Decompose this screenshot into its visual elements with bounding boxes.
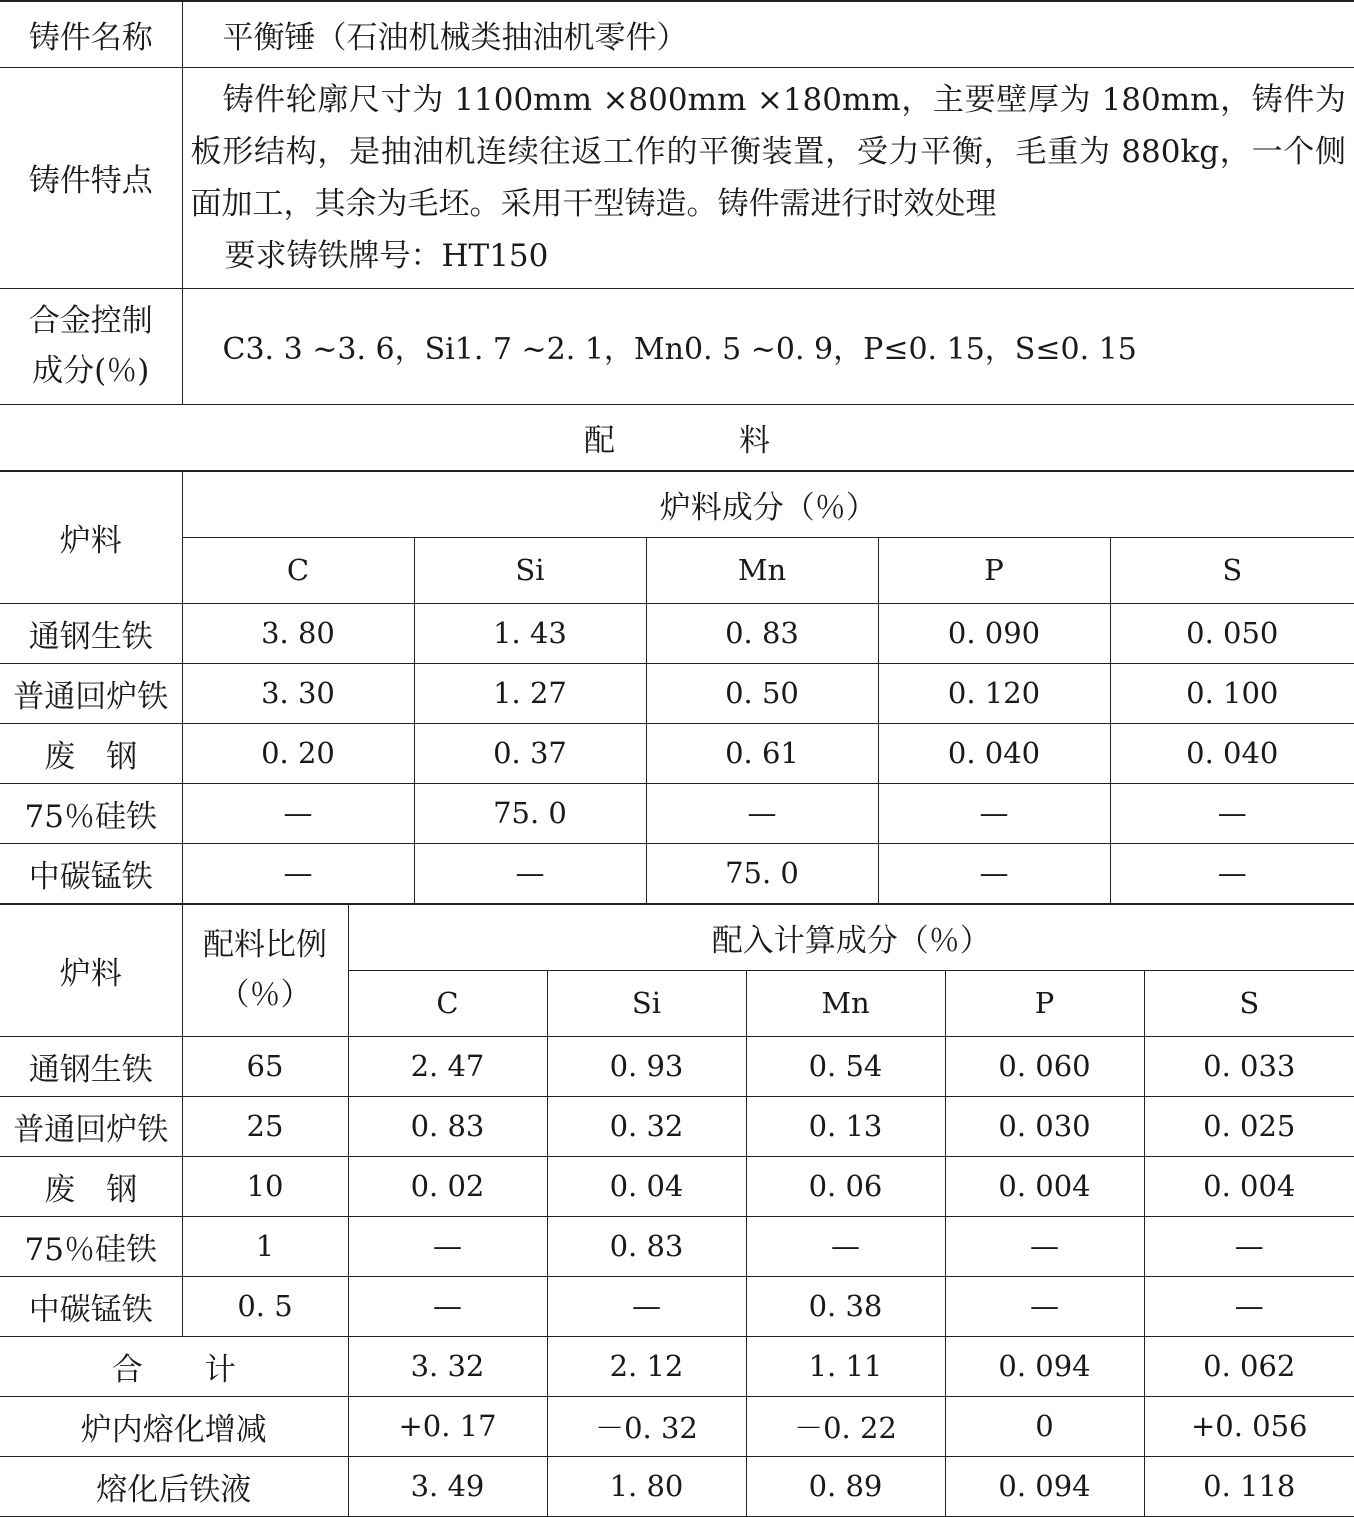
charge-header-row xyxy=(0,471,1354,537)
calc-material-name: 普通回炉铁 xyxy=(0,1096,182,1156)
charge-value: 0. 61 xyxy=(646,723,878,783)
calc-value: 0. 93 xyxy=(547,1036,746,1096)
summary-row xyxy=(0,1396,1354,1456)
calc-value: 0. 004 xyxy=(1144,1156,1354,1216)
table-row xyxy=(0,1096,1354,1156)
calc-value: 0. 04 xyxy=(547,1156,746,1216)
charge-value: — xyxy=(878,843,1110,903)
table-row xyxy=(0,603,1354,663)
table-row xyxy=(0,783,1354,843)
charge-value: — xyxy=(1110,843,1354,903)
section-title: 配 料 xyxy=(0,404,1354,470)
charge-body xyxy=(0,603,1354,903)
summary-value: 0. 094 xyxy=(945,1456,1144,1516)
charge-composition-table xyxy=(0,471,1354,904)
charge-value: 0. 090 xyxy=(878,603,1110,663)
table-row xyxy=(0,1216,1354,1276)
calc-material-name: 75％硅铁 xyxy=(0,1216,182,1276)
charge-col-si: Si xyxy=(414,537,646,603)
summary-value: +0. 17 xyxy=(348,1396,547,1456)
casting-features-text: 铸件轮廓尺寸为 1100mm ×800mm ×180mm，主要壁厚为 180mm，铸件为板形结构，是抽油机连续往返工作的平衡装置，受力平衡，毛重为 880kg，一个侧面加工，其余为毛坯。采用干型铸造。铸件需进行时效处理 xyxy=(190,81,1346,222)
alloy-value: C3. 3 ~3. 6，Si1. 7 ~2. 1，Mn0. 5 ~0. 9，P≤0. 15，S≤0. 15 xyxy=(182,288,1354,404)
charge-value: 75. 0 xyxy=(646,843,878,903)
calc-value: 0. 13 xyxy=(746,1096,945,1156)
casting-name-label: 铸件名称 xyxy=(0,1,182,67)
casting-features-cell xyxy=(182,67,1354,288)
calc-ratio-value: 0. 5 xyxy=(182,1276,348,1336)
calc-col-mn: Mn xyxy=(746,970,945,1036)
calc-material-name: 通钢生铁 xyxy=(0,1036,182,1096)
calc-ratio-header-line-2: （％） xyxy=(218,977,312,1013)
calc-value: 0. 030 xyxy=(945,1096,1144,1156)
calc-group-header: 配入计算成分（％） xyxy=(348,904,1354,970)
calc-ratio-value: 10 xyxy=(182,1156,348,1216)
calc-value: 0. 060 xyxy=(945,1036,1144,1096)
summary-row xyxy=(0,1336,1354,1396)
calc-col-s: S xyxy=(1144,970,1354,1036)
charge-value: — xyxy=(878,783,1110,843)
charge-material-name: 75％硅铁 xyxy=(0,783,182,843)
summary-label: 熔化后铁液 xyxy=(0,1456,348,1516)
summary-value: 0. 89 xyxy=(746,1456,945,1516)
calc-col-c: C xyxy=(348,970,547,1036)
charge-value: 75. 0 xyxy=(414,783,646,843)
calc-value: — xyxy=(945,1216,1144,1276)
charge-value: 0. 20 xyxy=(182,723,414,783)
charge-value: — xyxy=(1110,783,1354,843)
table-row xyxy=(0,1156,1354,1216)
charge-col-c: C xyxy=(182,537,414,603)
charge-value: 0. 040 xyxy=(878,723,1110,783)
calc-value: 0. 02 xyxy=(348,1156,547,1216)
charge-columns-row xyxy=(0,537,1354,603)
charge-value: 1. 43 xyxy=(414,603,646,663)
charge-value: — xyxy=(646,783,878,843)
summary-value: －0. 22 xyxy=(746,1396,945,1456)
charge-value: 0. 50 xyxy=(646,663,878,723)
calc-material-name: 废 钢 xyxy=(0,1156,182,1216)
calc-value: 0. 38 xyxy=(746,1276,945,1336)
casting-name-value: 平衡锤（石油机械类抽油机零件） xyxy=(182,1,1354,67)
casting-info-table xyxy=(0,0,1354,471)
calc-value: — xyxy=(348,1276,547,1336)
summary-value: 2. 12 xyxy=(547,1336,746,1396)
charge-material-name: 通钢生铁 xyxy=(0,603,182,663)
table-row xyxy=(0,723,1354,783)
casting-features-label: 铸件特点 xyxy=(0,67,182,288)
calc-composition-table xyxy=(0,904,1354,1517)
calc-ratio-value: 65 xyxy=(182,1036,348,1096)
calc-col-p: P xyxy=(945,970,1144,1036)
alloy-row xyxy=(0,288,1354,404)
charge-group-header: 炉料成分（％） xyxy=(182,471,1354,537)
charge-value: 0. 100 xyxy=(1110,663,1354,723)
calc-ratio-header xyxy=(182,904,348,1036)
summary-value: 1. 11 xyxy=(746,1336,945,1396)
summary-value: 0. 094 xyxy=(945,1336,1144,1396)
charge-material-name: 废 钢 xyxy=(0,723,182,783)
casting-features-row xyxy=(0,67,1354,288)
summary-value: 3. 32 xyxy=(348,1336,547,1396)
charge-col-s: S xyxy=(1110,537,1354,603)
table-row xyxy=(0,843,1354,903)
table-row xyxy=(0,1276,1354,1336)
section-title-row xyxy=(0,404,1354,470)
charge-material-name: 普通回炉铁 xyxy=(0,663,182,723)
charge-value: — xyxy=(414,843,646,903)
summary-label: 合 计 xyxy=(0,1336,348,1396)
summary-row xyxy=(0,1456,1354,1516)
charge-material-name: 中碳锰铁 xyxy=(0,843,182,903)
summary-body xyxy=(0,1336,1354,1516)
summary-value: 1. 80 xyxy=(547,1456,746,1516)
summary-value: 0. 062 xyxy=(1144,1336,1354,1396)
charge-value: 0. 040 xyxy=(1110,723,1354,783)
calc-col-si: Si xyxy=(547,970,746,1036)
charge-value: 3. 30 xyxy=(182,663,414,723)
calc-value: 0. 033 xyxy=(1144,1036,1354,1096)
calc-header-row xyxy=(0,904,1354,970)
calc-ratio-value: 25 xyxy=(182,1096,348,1156)
calc-value: 2. 47 xyxy=(348,1036,547,1096)
summary-value: 3. 49 xyxy=(348,1456,547,1516)
table-row xyxy=(0,663,1354,723)
charge-value: 0. 37 xyxy=(414,723,646,783)
alloy-label-line-1: 合金控制 xyxy=(28,303,153,339)
calc-value: 0. 06 xyxy=(746,1156,945,1216)
summary-value: 0. 118 xyxy=(1144,1456,1354,1516)
charge-row-header: 炉料 xyxy=(0,471,182,603)
calc-value: — xyxy=(746,1216,945,1276)
charge-value: — xyxy=(182,783,414,843)
calc-value: 0. 32 xyxy=(547,1096,746,1156)
charge-col-mn: Mn xyxy=(646,537,878,603)
calc-value: — xyxy=(1144,1216,1354,1276)
alloy-label xyxy=(0,288,182,404)
calc-value: 0. 025 xyxy=(1144,1096,1354,1156)
calc-value: 0. 004 xyxy=(945,1156,1144,1216)
charge-value: 0. 120 xyxy=(878,663,1110,723)
table-row xyxy=(0,1036,1354,1096)
calc-value: 0. 83 xyxy=(547,1216,746,1276)
charge-value: 0. 83 xyxy=(646,603,878,663)
calc-value: — xyxy=(1144,1276,1354,1336)
charge-value: 1. 27 xyxy=(414,663,646,723)
calc-ratio-value: 1 xyxy=(182,1216,348,1276)
charge-col-p: P xyxy=(878,537,1110,603)
calc-value: — xyxy=(547,1276,746,1336)
summary-label: 炉内熔化增减 xyxy=(0,1396,348,1456)
summary-value: －0. 32 xyxy=(547,1396,746,1456)
summary-value: +0. 056 xyxy=(1144,1396,1354,1456)
calc-row-header: 炉料 xyxy=(0,904,182,1036)
calc-body xyxy=(0,1036,1354,1336)
calc-value: 0. 83 xyxy=(348,1096,547,1156)
calc-value: — xyxy=(348,1216,547,1276)
calc-material-name: 中碳锰铁 xyxy=(0,1276,182,1336)
calc-ratio-header-line-1: 配料比例 xyxy=(203,927,327,963)
calc-value: — xyxy=(945,1276,1144,1336)
alloy-label-line-2: 成分(％) xyxy=(32,353,150,389)
casting-name-row xyxy=(0,1,1354,67)
calc-value: 0. 54 xyxy=(746,1036,945,1096)
charge-value: 3. 80 xyxy=(182,603,414,663)
summary-value: 0 xyxy=(945,1396,1144,1456)
casting-grade-text: 要求铸铁牌号：HT150 xyxy=(224,237,549,274)
charge-value: — xyxy=(182,843,414,903)
charge-value: 0. 050 xyxy=(1110,603,1354,663)
